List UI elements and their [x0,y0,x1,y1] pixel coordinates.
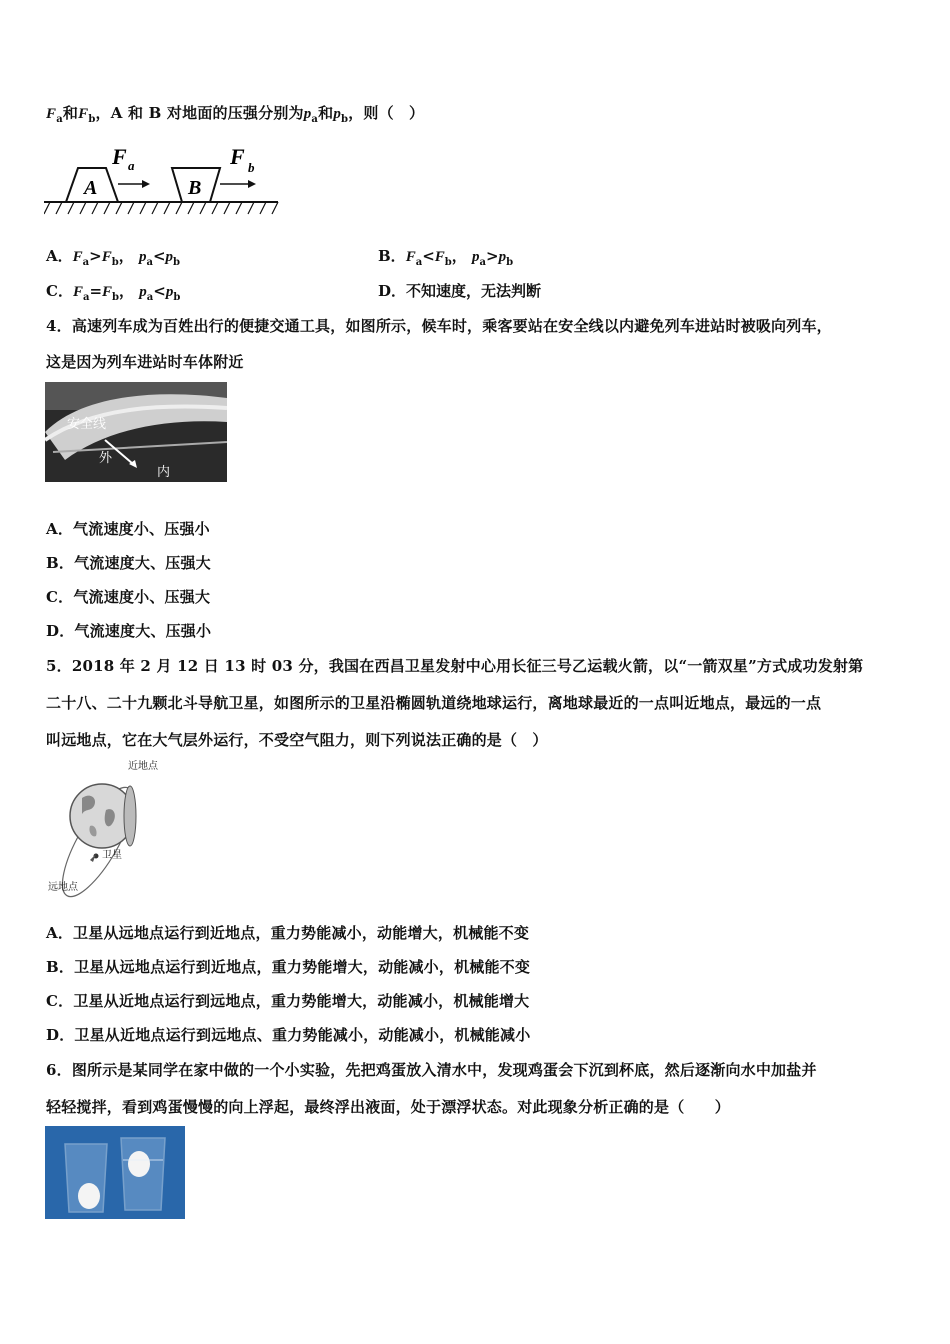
q3-stem-part: 和 [62,104,79,122]
q3-stem-part: 和 [318,104,334,122]
q6-egg-photo [45,1126,185,1219]
q5-stem-line1: 5．2018 年 2 月 12 日 13 时 03 分，我国在西昌卫星发射中心用长征三号乙运载火箭，以“一箭双星”方式成功发射第 [46,657,864,675]
q3-stem-part: ，则（ ） [348,104,425,122]
block-b-label: B [188,177,202,199]
q5-option-c[interactable]: C．卫星从近地点运行到远地点，重力势能增大，动能减小，机械能增大 [46,992,530,1010]
q5-option-d[interactable]: D．卫星从近地点运行到远地点、重力势能减小，动能减小，机械能减小 [46,1026,531,1044]
q3-option-c[interactable]: C．$F_a=F_b$， $p_a<p_b$ [46,282,181,303]
inside-label: 内 [157,465,171,480]
q5-option-b[interactable]: B．卫星从远地点运行到近地点，重力势能增大，动能减小，机械能不变 [46,958,531,976]
q3-stem: $F_a$和$F_b$，A 和 B 对地面的压强分别为$p_a$和$p_b$，则（ ） [46,104,425,125]
q3-option-d[interactable]: D．不知速度，无法判断 [378,282,542,300]
satellite-label: 卫星 [102,850,122,861]
q5-stem-line2: 二十八、二十九颗北斗导航卫星，如图所示的卫星沿椭圆轨道绕地球运行，离地球最近的一点叫近地点，最远的一点 [46,694,822,712]
egg-floating [128,1151,150,1177]
q4-train-photo [45,382,227,482]
q6-stem-line2: 轻轻搅拌，看到鸡蛋慢慢的向上浮起，最终浮出液面，处于漂浮状态。对此现象分析正确的是（ ） [46,1098,731,1116]
q4-option-d[interactable]: D．气流速度大、压强小 [46,622,212,640]
block-a-label: A [84,177,98,199]
perigee-label: 近地点 [128,761,158,772]
q4-option-b[interactable]: B．气流速度大、压强大 [46,554,211,572]
q6-stem-line1: 6．图所示是某同学在家中做的一个小实验，先把鸡蛋放入清水中，发现鸡蛋会下沉到杯底，然后逐渐向水中加盐并 [46,1061,817,1079]
q4-stem-line2: 这是因为列车进站时车体附近 [46,353,244,371]
symbol-F: F [46,106,57,122]
safety-line-label: 安全线 [67,417,107,432]
q5-stem-line3: 叫远地点，它在大气层外运行，不受空气阻力，则下列说法正确的是（ ） [46,731,548,749]
q5-orbit-figure [46,758,176,898]
svg-text:F: F [112,144,127,169]
svg-text:F: F [230,144,245,169]
q3-option-b[interactable]: B．$F_a<F_b$， $p_a>p_b$ [378,247,514,268]
q4-stem-line1: 4．高速列车成为百姓出行的便捷交通工具，如图所示，候车时，乘客要站在安全线以内避免列车进站时被吸向列车， [46,317,832,335]
svg-text:b: b [248,160,255,175]
q5-option-a[interactable]: A．卫星从远地点运行到近地点，重力势能减小，动能增大，机械能不变 [46,924,530,942]
q4-option-c[interactable]: C．气流速度小、压强大 [46,588,211,606]
q4-option-a[interactable]: A．气流速度小、压强小 [46,520,210,538]
q3-blocks-figure [44,140,284,222]
q3-stem-part: ，A 和 B 对地面的压强分别为 [95,104,304,122]
q3-option-a[interactable]: A．$F_a>F_b$， $p_a<p_b$ [46,247,181,268]
outside-label: 外 [99,451,113,466]
svg-text:a: a [128,158,135,173]
apogee-label: 远地点 [48,882,78,893]
egg-sunk [78,1183,100,1209]
symbol-a: a [56,114,63,125]
